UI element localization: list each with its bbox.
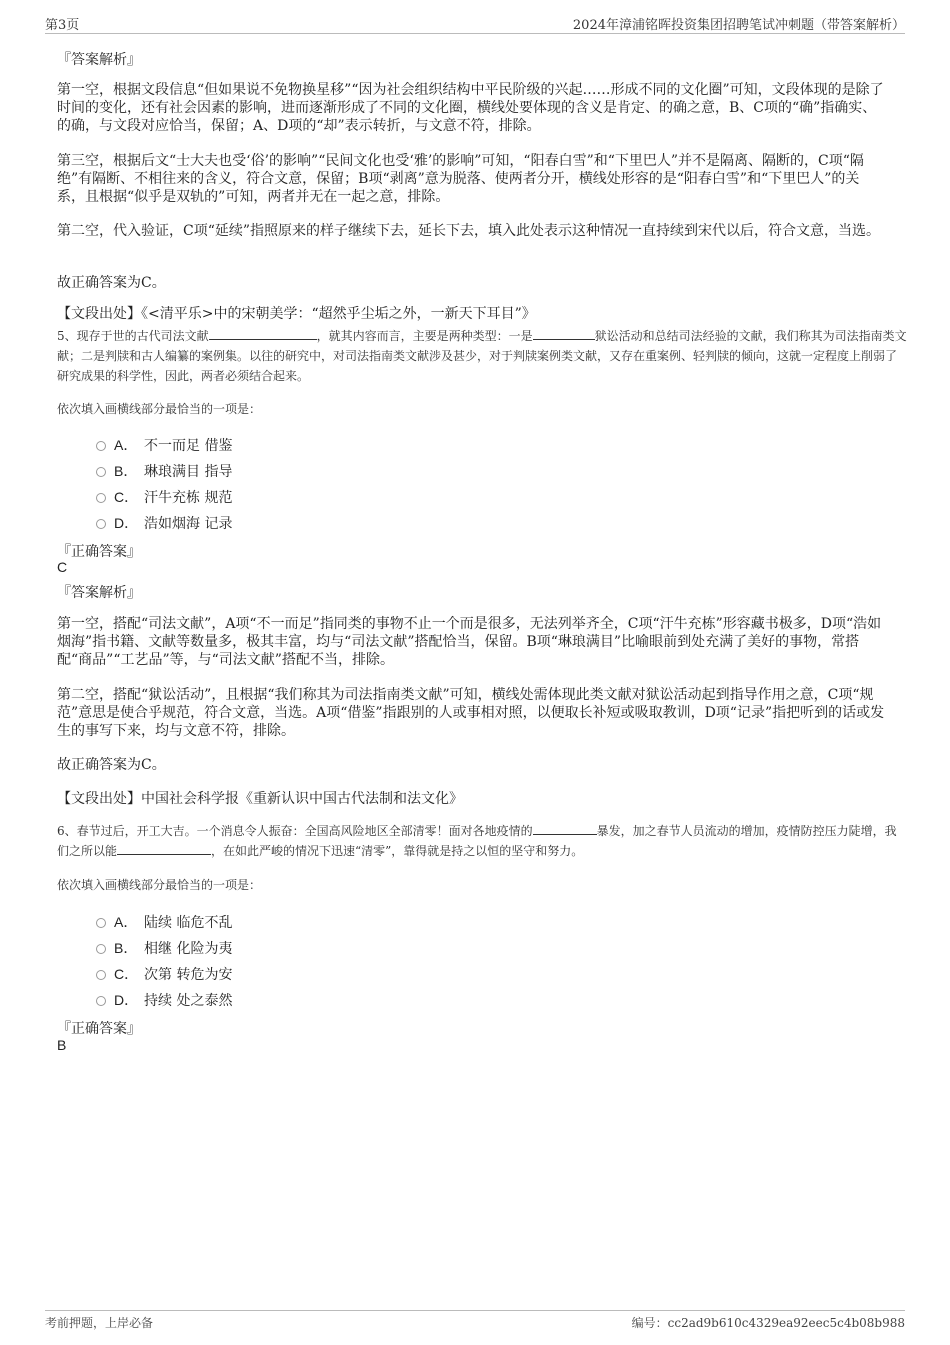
header-divider (45, 33, 905, 34)
document-title: 2024年漳浦铭晖投资集团招聘笔试冲刺题（带答案解析） (572, 18, 905, 33)
fill-blank (533, 326, 595, 340)
option-d[interactable]: D． 持续 处之泰然 (96, 991, 232, 1009)
footer-divider (45, 1310, 905, 1311)
conclusion: 故正确答案为C。 (57, 275, 166, 291)
conclusion: 故正确答案为C。 (57, 757, 166, 773)
question-6-stem: 6、春节过后，开工大吉。一个消息令人振奋：全国高风险地区全部清零！面对各地疫情的 暴发，加之春节人员流动的增加，疫情防控压力陡增，我们之所以能 ，在如此严峻的情况下迅速“清零”，靠得就是持之以恒的坚守和努力。 (57, 821, 907, 861)
radio-icon[interactable] (96, 519, 106, 529)
option-d[interactable]: D． 浩如烟海 记录 (96, 514, 232, 532)
option-a[interactable]: A． 不一而足 借鉴 (96, 436, 232, 454)
correct-answer-label: 『正确答案』 (57, 544, 141, 560)
option-b[interactable]: B． 琳琅满目 指导 (96, 462, 232, 480)
radio-icon[interactable] (96, 493, 106, 503)
radio-icon[interactable] (96, 996, 106, 1006)
question-5-stem: 5、现存于世的古代司法文献 ，就其内容而言，主要是两种类型：一是 狱讼活动和总结司法经验的文献，我们称其为司法指南类文献；二是判牍和古人编纂的案例集。以往的研究中，对司法指南类文献涉及甚少，对于判牍案例类文献，又存在重案例、轻判牍的倾向，这就一定程度上削弱了研究成果的科学性，因此，两者必须结合起来。 (57, 326, 907, 386)
question-6-prompt: 依次填入画横线部分最恰当的一项是： (57, 878, 262, 892)
radio-icon[interactable] (96, 944, 106, 954)
option-c[interactable]: C． 次第 转危为安 (96, 965, 232, 983)
analysis-label: 『答案解析』 (57, 52, 141, 68)
question-5-prompt: 依次填入画横线部分最恰当的一项是： (57, 402, 262, 416)
radio-icon[interactable] (96, 918, 106, 928)
fill-blank (533, 821, 597, 835)
radio-icon[interactable] (96, 970, 106, 980)
analysis-paragraph: 第一空，搭配“司法文献”，A项“不一而足”指同类的事物不止一个而是很多，无法列举齐全，C项“汗牛充栋”形容藏书极多，D项“浩如烟海”指书籍、文献等数量多，极其丰富，均与“司法文献”搭配恰当，保留。B项“琳琅满目”比喻眼前到处充满了美好的事物，常搭配“商品”“工艺品”等，与“司法文献”搭配不当，排除。 (57, 616, 882, 668)
analysis-paragraph: 第二空，搭配“狱讼活动”，且根据“我们称其为司法指南类文献”可知，横线处需体现此类文献对狱讼活动起到指导作用之意，C项“规范”意思是使合乎规范，符合文意，当选。A项“借鉴”指跟别的人或事相对照，以便取长补短或吸取教训，D项“记录”指把听到的话或发生的事写下来，均与文意不符，排除。 (57, 687, 885, 739)
analysis-paragraph: 第三空，根据后文“士大夫也受‘俗’的影响”“民间文化也受‘雅’的影响”可知，“阳春白雪”和“下里巴人”并不是隔离、隔断的，C项“隔绝”有隔断、不相往来的含义，符合文意，保留；B项“剥离”意为脱落、使两者分开，横线处形容的是“阳春白雪”和“下里巴人”的关系，且根据“似乎是双轨的”可知，两者并无在一起之意，排除。 (57, 153, 864, 205)
radio-icon[interactable] (96, 441, 106, 451)
fill-blank (209, 326, 317, 340)
footer-slogan: 考前押题，上岸必备 (45, 1316, 154, 1330)
radio-icon[interactable] (96, 467, 106, 477)
fill-blank (117, 841, 211, 855)
option-b[interactable]: B． 相继 化险为夷 (96, 939, 232, 957)
correct-answer-label: 『正确答案』 (57, 1021, 141, 1037)
document-id: 编号：cc2ad9b610c4329ea92eec5c4b08b988 (631, 1316, 905, 1330)
analysis-paragraph: 第一空，根据文段信息“但如果说不免物换星移”“因为社会组织结构中平民阶级的兴起……形成不同的文化圈”可知，文段体现的是除了时间的变化，还有社会因素的影响，进而逐渐形成了不同的文化圈，横线处要体现的含义是肯定、的确之意，B、C项的“确”指确实、的确，与文段对应恰当，保留；A、D项的“却”表示转折，与文意不符，排除。 (57, 82, 884, 134)
analysis-label: 『答案解析』 (57, 585, 141, 601)
correct-answer: C (57, 559, 68, 575)
source-citation: 【文段出处】中国社会科学报《重新认识中国古代法制和法文化》 (57, 791, 463, 807)
analysis-paragraph: 第二空，代入验证，C项“延续”指照原来的样子继续下去，延长下去，填入此处表示这种情况一直持续到宋代以后，符合文意，当选。 (57, 223, 881, 239)
correct-answer: B (57, 1037, 67, 1053)
source-citation: 【文段出处】《<清平乐>中的宋朝美学：“超然乎尘垢之外，一新天下耳目”》 (57, 306, 536, 322)
page-number: 第3页 (45, 18, 80, 33)
option-c[interactable]: C． 汗牛充栋 规范 (96, 488, 232, 506)
option-a[interactable]: A． 陆续 临危不乱 (96, 913, 232, 931)
